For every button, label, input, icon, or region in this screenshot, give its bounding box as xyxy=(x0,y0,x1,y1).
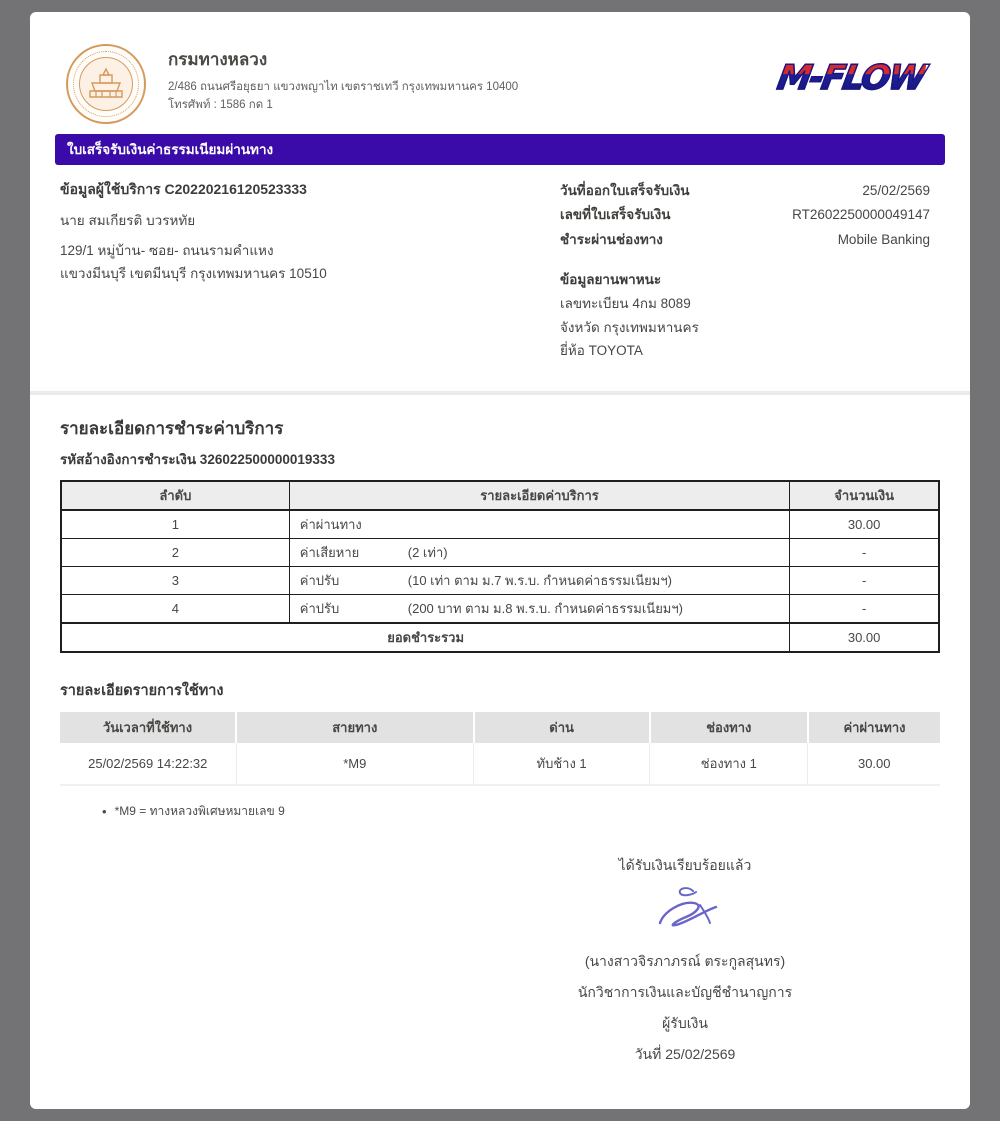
agency-info xyxy=(168,44,778,115)
footnote-text: *M9 = ทางหลวงพิเศษหมายเลข 9 xyxy=(114,803,285,818)
row-detail xyxy=(289,566,789,594)
payment-table-row xyxy=(61,510,939,539)
bullet-icon: • xyxy=(102,803,107,819)
payment-table-row xyxy=(61,566,939,594)
row-no: 2 xyxy=(61,538,289,566)
agency-phone: โทรศัพท์ : 1586 กด 1 xyxy=(168,98,273,111)
signer-position: นักวิชาการเงินและบัญชีชำนาญการ xyxy=(577,983,793,1000)
usage-header-plaza: ด่าน xyxy=(474,712,650,743)
row-detail xyxy=(289,594,789,623)
usage-table-row xyxy=(60,743,940,785)
signer-role: ผู้รับเงิน xyxy=(662,1014,708,1031)
customer-info xyxy=(60,179,560,363)
info-section xyxy=(30,165,970,363)
mflow-logo-text: M-FLOW xyxy=(774,58,928,98)
usage-datetime: 25/02/2569 14:22:32 xyxy=(60,743,236,785)
payment-table-header-row xyxy=(61,481,939,510)
fee-name: ค่าเสียหาย xyxy=(299,544,360,560)
agency-address: 2/486 ถนนศรีอยุธยา แขวงพญาไท เขตราชเทวี กรุงเทพมหานคร 10400 xyxy=(168,81,519,93)
fee-desc: (200 บาท ตาม ม.8 พ.ร.บ. กำหนดค่าธรรมเนียมฯ) xyxy=(407,600,684,616)
usage-table-header-row xyxy=(60,712,940,743)
signer-name: (นางสาวจิรภาภรณ์ ตระกูลสุนทร) xyxy=(584,952,786,969)
document-header xyxy=(30,12,970,124)
vehicle-brand: ยี่ห้อ TOYOTA xyxy=(560,343,643,359)
row-detail xyxy=(289,538,789,566)
row-no: 4 xyxy=(61,594,289,623)
receipt-meta xyxy=(560,179,930,363)
fee-desc: (2 เท่า) xyxy=(407,544,448,560)
fee-desc: (10 เท่า ตาม ม.7 พ.ร.บ. กำหนดค่าธรรมเนียมฯ) xyxy=(407,572,672,588)
total-label: ยอดชำระรวม xyxy=(61,623,790,652)
meta-row-payment-channel xyxy=(560,228,930,252)
row-amount: - xyxy=(790,594,939,623)
route-footnote xyxy=(102,802,940,821)
customer-address-line2: แขวงมีนบุรี เขตมีนบุรี กรุงเทพมหานคร 10510 xyxy=(60,266,327,282)
receipt-document xyxy=(30,12,970,1109)
usage-header-lane: ช่องทาง xyxy=(650,712,808,743)
mflow-logo xyxy=(774,44,928,98)
issue-date-label: วันที่ออกใบเสร็จรับเงิน xyxy=(560,183,690,198)
vehicle-province: จังหวัด กรุงเทพมหานคร xyxy=(560,319,699,335)
receipt-title-banner: ใบเสร็จรับเงินค่าธรรมเนียมผ่านทาง xyxy=(55,134,945,165)
receipt-number-label: เลขที่ใบเสร็จรับเงิน xyxy=(560,207,671,223)
handwritten-signature-icon xyxy=(630,883,740,941)
vehicle-info xyxy=(560,268,930,363)
payment-section xyxy=(30,415,970,1110)
row-no: 3 xyxy=(61,566,289,594)
row-amount: - xyxy=(790,538,939,566)
customer-address-line1: 129/1 หมู่บ้าน- ซอย- ถนนรามคำแหง xyxy=(60,242,274,258)
payment-reference: รหัสอ้างอิงการชำระเงิน 326022500000019333 xyxy=(60,451,335,467)
payment-header-detail: รายละเอียดค่าบริการ xyxy=(289,481,789,510)
department-of-highways-seal-icon xyxy=(66,44,146,124)
usage-header-route: สายทาง xyxy=(236,712,474,743)
payment-header-amount: จำนวนเงิน xyxy=(790,481,939,510)
usage-plaza: ทับช้าง 1 xyxy=(474,743,650,785)
customer-heading: ข้อมูลผู้ใช้บริการ C20220216120523333 xyxy=(60,181,307,197)
meta-row-receipt-number xyxy=(560,203,930,227)
usage-header-fee: ค่าผ่านทาง xyxy=(808,712,940,743)
payment-channel-label: ชำระผ่านช่องทาง xyxy=(560,231,663,247)
customer-name: นาย สมเกียรติ บวรหทัย xyxy=(60,213,196,228)
agency-name: กรมทางหลวง xyxy=(168,50,268,69)
payment-header-no: ลำดับ xyxy=(61,481,289,510)
section-divider xyxy=(30,391,970,395)
signature-image xyxy=(520,881,850,943)
fee-name: ค่าปรับ xyxy=(299,600,340,616)
row-amount: 30.00 xyxy=(790,510,939,539)
usage-table xyxy=(60,712,940,786)
payment-section-title: รายละเอียดการชำระค่าบริการ xyxy=(60,418,284,438)
receipt-number-value: RT2602250000049147 xyxy=(792,207,930,223)
usage-fee: 30.00 xyxy=(808,743,940,785)
payment-total-row xyxy=(61,623,939,652)
usage-route: *M9 xyxy=(236,743,474,785)
row-no: 1 xyxy=(61,510,289,539)
signature-block xyxy=(520,855,850,1110)
usage-section-title: รายละเอียดรายการใช้ทาง xyxy=(60,682,224,699)
meta-row-issue-date xyxy=(560,179,930,203)
payment-table-row xyxy=(61,594,939,623)
payment-table-row xyxy=(61,538,939,566)
total-amount: 30.00 xyxy=(790,623,939,652)
row-amount: - xyxy=(790,566,939,594)
usage-header-datetime: วันเวลาที่ใช้ทาง xyxy=(60,712,236,743)
usage-lane: ช่องทาง 1 xyxy=(650,743,808,785)
signature-date: วันที่ 25/02/2569 xyxy=(634,1045,736,1062)
fee-name: ค่าผ่านทาง xyxy=(299,516,362,532)
received-text: ได้รับเงินเรียบร้อยแล้ว xyxy=(618,856,752,873)
issue-date-value: 25/02/2569 xyxy=(862,183,930,198)
payment-table xyxy=(60,480,940,653)
row-detail xyxy=(289,510,789,539)
fee-name: ค่าปรับ xyxy=(299,572,340,588)
payment-channel-value: Mobile Banking xyxy=(837,231,930,247)
vehicle-heading: ข้อมูลยานพาหนะ xyxy=(560,271,662,287)
vehicle-plate: เลขทะเบียน 4กม 8089 xyxy=(560,295,691,311)
seal-emblem-icon xyxy=(86,67,126,101)
